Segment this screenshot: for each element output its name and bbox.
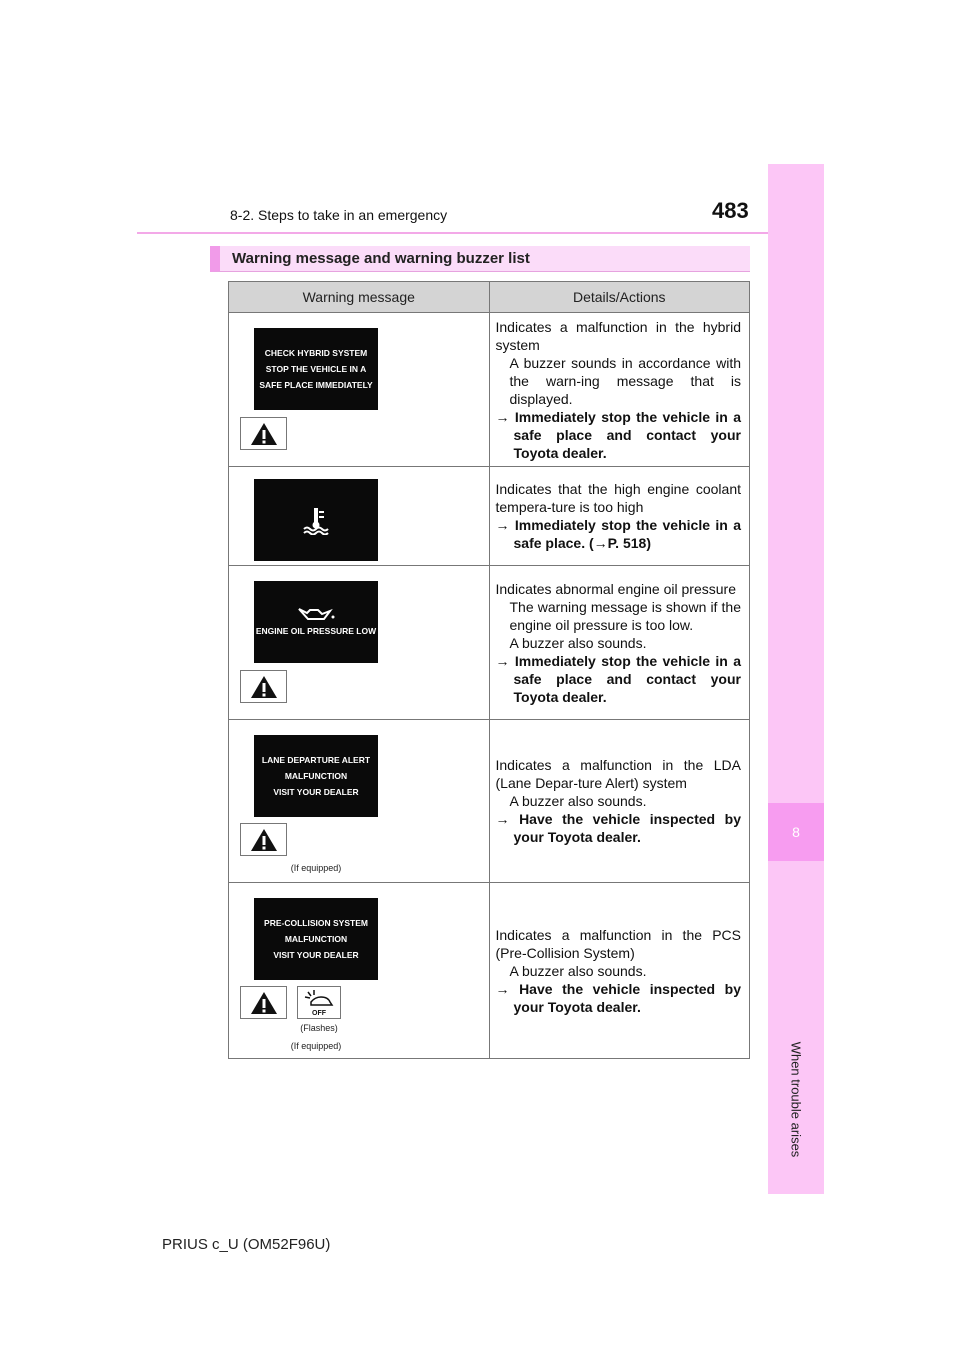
flashes-note: (Flashes) [300, 1023, 338, 1033]
chapter-side-tab [768, 164, 824, 1194]
if-equipped-note: (If equipped) [290, 1041, 342, 1051]
col-header-warning-message: Warning message [229, 282, 490, 313]
warning-screen: CHECK HYBRID SYSTEM STOP THE VEHICLE IN A SAFE PLACE IMMEDIATELY [254, 328, 378, 410]
section-header: 8-2. Steps to take in an emergency [230, 207, 448, 223]
table-row: CHECK HYBRID SYSTEM STOP THE VEHICLE IN A SAFE PLACE IMMEDIATELY Indicates a malfunction in the hybrid system A buzzer sounds in accordance with the warn-ing message that is displayed. → Immediately stop the vehicle in a safe place and contact your Toyota dealer. [229, 313, 750, 467]
section-title-bar [210, 246, 750, 272]
warning-screen: PRE-COLLISION SYSTEM MALFUNCTION VISIT YOUR DEALER [254, 898, 378, 980]
master-warning-icon [240, 986, 287, 1019]
warning-screen: LANE DEPARTURE ALERT MALFUNCTION VISIT YOUR DEALER [254, 735, 378, 817]
warning-screen: ENGINE OIL PRESSURE LOW [254, 581, 378, 663]
if-equipped-note: (If equipped) [290, 863, 342, 873]
pcs-off-icon [297, 986, 341, 1019]
col-header-details: Details/Actions [489, 282, 750, 313]
chapter-number: 8 [768, 803, 824, 861]
oil-can-icon [296, 605, 336, 623]
master-warning-icon [240, 670, 287, 703]
warning-table [228, 281, 750, 1059]
footer-model-code: PRIUS c_U (OM52F96U) [162, 1236, 331, 1253]
master-warning-icon [240, 823, 287, 856]
table-row: Indicates that the high engine coolant tempera-ture is too high → Immediately stop the vehicle in a safe place. (→P. 518) [229, 467, 750, 566]
master-warning-icon [240, 417, 287, 450]
warning-screen [254, 479, 378, 561]
table-row: PRE-COLLISION SYSTEM MALFUNCTION VISIT YOUR DEALER OFF (Flashes) (If equipped) Indicates a malfunction in the PCS (Pre-Collision System) A buzzer also sounds. → Have the vehicle inspected by your Toyota dealer. [229, 883, 750, 1059]
section-title: Warning message and warning buzzer list [232, 250, 530, 267]
coolant-temperature-icon [300, 505, 332, 535]
page-number: 483 [712, 198, 749, 223]
table-row: LANE DEPARTURE ALERT MALFUNCTION VISIT YOUR DEALER (If equipped) Indicates a malfunction in the LDA (Lane Depar-ture Alert) system A buzzer also sounds. → Have the vehicle inspected by your Toyota dealer. [229, 720, 750, 883]
svg-text:OFF: OFF [312, 1009, 326, 1017]
chapter-title: When trouble arises [788, 1041, 804, 1157]
header-rule [137, 232, 823, 234]
table-row: ENGINE OIL PRESSURE LOW Indicates abnormal engine oil pressure The warning message is shown if the engine oil pressure is too low. A buzzer also sounds. → Immediately stop the vehicle in a safe place and contact your Toyota dealer. [229, 566, 750, 720]
